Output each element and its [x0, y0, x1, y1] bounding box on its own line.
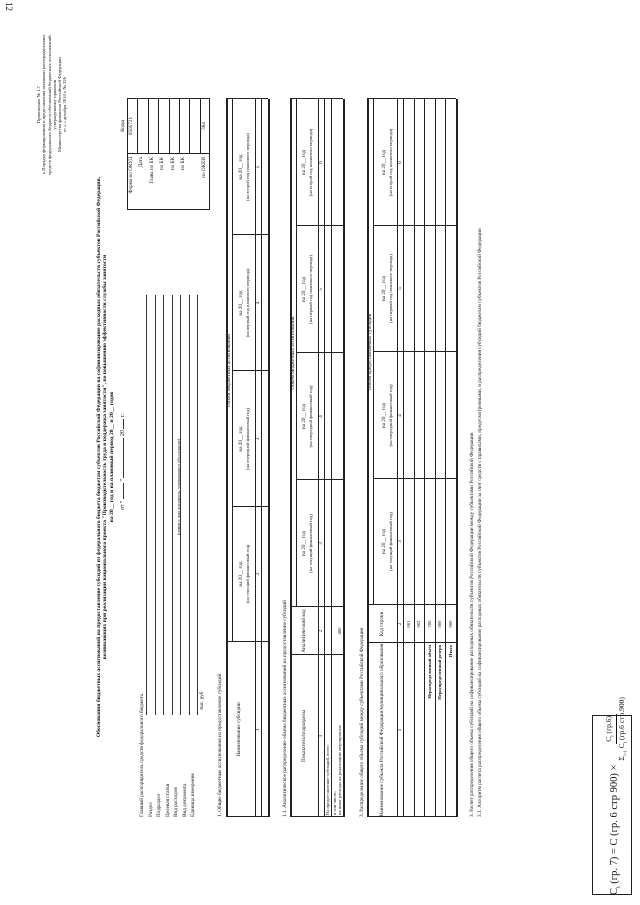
s3-num-name: 1: [396, 728, 403, 732]
header-field-line: [155, 295, 156, 715]
header-field-label: Вид расходов: [173, 787, 179, 817]
header-field-line: [172, 295, 173, 715]
column-year: на 20__ год: [381, 402, 387, 429]
column-note: (на второй год планового периода): [308, 128, 313, 197]
s3-bottom: [456, 99, 458, 817]
table-row-label: Нераспределенный объем: [426, 645, 432, 699]
column-number: 5: [317, 288, 324, 291]
column-note: (на первый год планового периода): [245, 268, 250, 338]
formula-lhs: $C_i$ (гр. 7) = C (гр. 6 стр 900) ×: [609, 764, 623, 895]
page-title: [96, 97, 115, 817]
column-year: на 20__ год: [381, 275, 387, 302]
s3-col-group: Объем предоставляемых субсидий: [367, 313, 373, 391]
codes-row-line: [158, 98, 159, 154]
s3-row-line: [424, 99, 425, 817]
column-year: на 20__ год: [381, 149, 387, 176]
date-hint: (номер и дата документа, утвердившего обоснование): [176, 438, 181, 535]
codes-header: Коды: [120, 120, 126, 132]
column-year: на 20__ год: [301, 149, 307, 176]
section1-title: 1. Общие бюджетные ассигнования на предоставление субсидий: [217, 673, 223, 817]
s11-row2: [331, 99, 332, 817]
column-number: 3: [396, 540, 403, 543]
column-year: на 20__ год: [301, 276, 307, 303]
s11-v0: [290, 816, 343, 817]
header-field-line: [197, 295, 198, 715]
s11-v1: [290, 654, 343, 655]
column-number: 5: [254, 165, 261, 169]
s1-num-name: 1: [254, 728, 261, 731]
column-number: 6: [396, 161, 403, 164]
title-line-3: на 20__ год и на плановый период 20__ и 20__ годов: [108, 391, 115, 523]
column-note: (на текущий финансовый год): [308, 514, 313, 573]
header-field-label: Целевая статья: [164, 783, 171, 817]
codes-row-value: 384: [200, 122, 207, 130]
column-note: (на очередной финансовый год): [308, 385, 313, 448]
date-line: [120, 414, 127, 510]
column-year: на 20__ год: [238, 561, 244, 587]
date-prefix: от ": [120, 500, 126, 510]
s11-bottom: [343, 99, 345, 817]
section3-note-2: 3.1. Алгоритм расчета распределения общего объема субсидий на софинансирование расходных обязательств субъектов Российской Федерации за счет средств с правилами, предусмотренными, и распределения субсидий бюджетам субъектов Российской Федерации: [477, 228, 483, 817]
table-row-code: 800: [437, 620, 443, 628]
s3-col-name: Наименование субъекта Российской Федерации/муниципального образования: [379, 643, 385, 817]
column-note: (на очередной финансовый год): [245, 407, 250, 471]
table-row-label: Итого: [447, 645, 453, 658]
date-mid: ": [120, 479, 126, 482]
header-field-line: [146, 295, 147, 715]
s1-col-group: Объем бюджетных ассигнований: [226, 333, 232, 408]
codes-row-label: по БК: [169, 157, 176, 171]
s11-col-group: Объем бюджетных ассигнований: [290, 316, 296, 390]
appendix-block: [36, 34, 68, 175]
column-number: 4: [396, 414, 403, 417]
codes-row-line: [189, 98, 190, 154]
column-year: на 20__ год: [381, 528, 387, 555]
header-field-line: [189, 295, 190, 715]
table-row-label: в том числе:: [331, 791, 337, 815]
s3-num-code: 2: [396, 622, 403, 626]
unit-text: тыс. руб: [199, 691, 205, 710]
appendix-line: Приложение № 1.7: [36, 86, 41, 124]
codes-row-line: [148, 98, 149, 154]
table-row-code: 400: [336, 627, 342, 635]
header-field-label: Раздел: [147, 802, 154, 817]
column-note: (на первый год планового периода): [308, 255, 313, 324]
s11-col-code: Аналитический код: [301, 609, 307, 653]
section3-note-1: 3. Расчет распределения общего объема субсидий на софинансирование расходных обязательств субъектов Российской Федерации между субъектами Российской Федерации: [469, 432, 475, 817]
s11-v2: [290, 606, 343, 607]
column-note: (на второй год планового периода): [245, 133, 250, 201]
header-field-label: Единица измерения: [190, 773, 196, 817]
appendix-line: к Порядку формирования и представления главными распорядителями: [41, 35, 47, 175]
formula-fraction: [604, 697, 628, 760]
date-blank-year: [123, 419, 124, 429]
header-field-label: Подраздел: [156, 793, 162, 817]
date-year: 20: [120, 430, 126, 437]
column-number: 6: [317, 161, 324, 164]
table-row-code: 900: [447, 620, 453, 628]
s3-col-code: Код строки: [379, 611, 385, 637]
title-line-1: Обоснования бюджетных ассигнований на предоставление субсидий из федерального бюджета бюджетам субъектов Российской Федерации на софинансирование расходных обязательств субъектов Российской Федерации,: [96, 176, 102, 738]
codes-row-value: 0505721: [128, 116, 134, 136]
section11-title: 1.1. Аналитическое распределение объема бюджетных ассигнований на предоставление субсидий: [282, 600, 288, 817]
codes-row-label: Форма по ОКУД: [128, 157, 134, 194]
table-row-label: Нераспределенный резерв: [437, 645, 443, 700]
codes-row-label: по ОКЕИ: [200, 157, 207, 178]
column-year: на 20__ год: [238, 154, 244, 180]
column-note: (на текущий финансовый год): [388, 512, 393, 571]
codes-row-line: [137, 98, 138, 154]
column-year: на 20__ год: [301, 403, 307, 430]
date-blank: [123, 483, 124, 499]
header-field-label: Вид документа: [181, 783, 188, 817]
date-blank-month: [123, 438, 124, 478]
s11-num-code: 2: [317, 629, 324, 633]
appendix-line: утвержденному приказом: [51, 79, 57, 130]
column-year: на 20__ год: [238, 426, 244, 452]
codes-row-line: [169, 98, 170, 154]
codes-row-label: по БК: [159, 157, 166, 171]
appendix-line: Министерства финансов Российской Федерации: [57, 57, 63, 152]
table-row-label: на иные расходы на реализацию мероприятия: [336, 725, 342, 815]
s3-row-line: [414, 99, 415, 817]
formula-numerator: $C_i$ (гр.6): [604, 716, 616, 742]
s3-v6: [367, 98, 456, 99]
s1-v0: [226, 816, 268, 817]
column-number: 2: [254, 572, 261, 576]
s1-col-name: Наименование субсидии: [236, 702, 242, 757]
appendix-line: от « » декабря 2016 г. № 326: [62, 77, 68, 133]
s3-row-line: [445, 99, 446, 817]
formula-denominator: $\Sigma_{i=1}$ $C_i$ (гр.6 стр.900): [616, 697, 628, 761]
s11-v6: [290, 98, 343, 99]
date-suffix: г.: [120, 413, 126, 418]
header-field-line: [163, 295, 164, 715]
s3-row-line: [435, 99, 436, 817]
table-row-code: 700: [426, 620, 432, 628]
appendix-line: средств федерального бюджета обоснований бюджетных ассигнований,: [46, 34, 52, 175]
column-number: 3: [317, 542, 324, 545]
title-line-2: возникающих при реализации национального проекта "Производительность труда и поддержка занятости", по повышению эффективности службы занятости: [102, 254, 109, 660]
page-number: 12: [4, 2, 14, 11]
table-row-code: 001: [405, 620, 411, 628]
codes-row-label: по БК: [179, 157, 186, 171]
column-note: (на второй год планового периода): [388, 128, 393, 197]
column-year: на 20__ год: [301, 530, 307, 557]
header-field-label: Главный распорядитель средств федерального бюджета: [139, 693, 145, 817]
column-number: 5: [396, 287, 403, 290]
table-row-code: 002: [416, 620, 422, 628]
s11-num-name: 1: [317, 734, 324, 738]
codes-row-label: Дата: [138, 157, 145, 168]
table-row-label: На предоставление субсидий, всего: [324, 745, 330, 815]
codes-row-line: [179, 98, 180, 154]
codes-row-label: Глава по БК: [148, 157, 155, 184]
column-number: 3: [254, 437, 261, 441]
column-note: (на первый год планового периода): [388, 254, 393, 323]
s1-bottom: [268, 99, 270, 817]
formula: [604, 697, 628, 895]
header-field-line: [180, 295, 181, 715]
column-number: 4: [317, 415, 324, 418]
column-year: на 20__ год: [238, 290, 244, 316]
s11-col-name: Показатель/подразделы: [301, 710, 307, 762]
section3-title: 3. Распределение общего объема субсидий между субъектами Российской Федерации: [359, 627, 365, 817]
column-number: 4: [254, 301, 261, 305]
column-note: (на текущий финансовый год): [245, 544, 250, 604]
column-note: (на очередной финансовый год): [388, 384, 393, 447]
